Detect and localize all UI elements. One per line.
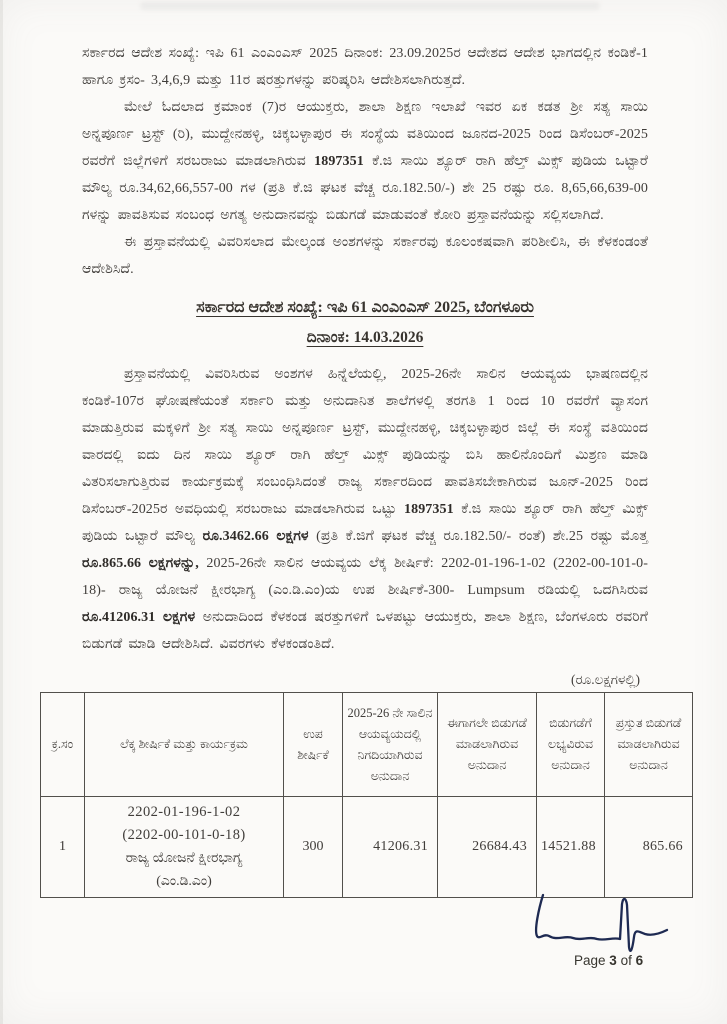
cell-currently-released: 865.66 [605, 797, 693, 898]
header-already-released: ಈಗಾಗಲೇ ಬಿಡುಗಡೆ ಮಾಡಲಾಗಿರುವ ಅನುದಾನ [438, 693, 537, 797]
account-head-code: 2202-01-196-1-02 [127, 804, 241, 820]
cell-sub-head: 300 [284, 797, 343, 898]
release-amount-lakhs: ರೂ.865.66 ಲಕ್ಷಗಳನ್ನು, [82, 556, 199, 571]
table-units-note: (ರೂ.ಲಕ್ಷಗಳಲ್ಲಿ) [570, 672, 640, 687]
header-budget-allocated: 2025-26 ನೇ ಸಾಲಿನ ಆಯವ್ಯಯದಲ್ಲಿ ನಿಗದಿಯಾಗಿರುವ ಅನುದಾನ [343, 693, 438, 797]
cell-account-head [85, 797, 284, 898]
cell-already-released: 26684.43 [438, 797, 537, 898]
total-kg-value: 1897351 [404, 502, 454, 517]
header-serial-number: ಕ್ರ.ಸಂ [41, 693, 85, 797]
program-name: ರಾಜ್ಯ ಯೋಜನೆ ಕ್ಷೀರಭಾಗ್ಯ [125, 851, 243, 866]
page-number [574, 953, 643, 968]
order-heading [82, 293, 648, 353]
order-text-3: (ಪ್ರತಿ ಕೆ.ಜಿಗೆ ಘಟಕ ವೆಚ್ಚ ರೂ.182.50/- ರಂತೆ) ಶೇ.25 ರಷ್ಟು ಮೊತ್ತ [308, 529, 648, 544]
header-account-head-and-program: ಲೆಕ್ಕ ಶೀರ್ಷಿಕೆ ಮತ್ತು ಕಾರ್ಯಕ್ರಮ [85, 693, 284, 797]
signature-scribble [527, 892, 669, 958]
paragraph-amendment-reference [82, 40, 648, 94]
order-text-2: ಕೆ.ಜಿ ಸಾಯಿ ಶ್ಯೂರ್ ರಾಗಿ ಹೆಲ್ತ್ ಮಿಕ್ಸ್ ಪುಡಿಯ ಒಟ್ಟಾರೆ ಮೌಲ್ಯ [82, 502, 648, 544]
cell-serial-number: 1 [41, 797, 85, 898]
order-text-4: 2025-26ನೇ ಸಾಲಿನ ಆಯವ್ಯಯ ಲೆಕ್ಕ ಶೀರ್ಷಿಕೆ: 2202-01-196-1-02 (2202-00-101-0-18)- ರಾಜ್ಯ ಯೋಜನೆ ಕ್ಷೀರಭಾಗ್ಯ (ಎಂ.ಡಿ.ಎಂ)ಯ ಉಪ ಶೀರ್ಷಿಕೆ-300- Lumpsum ರಡಿಯಲ್ಲಿ ಒದಗಿಸಿರುವ [82, 556, 648, 598]
proposal-text-start: ಮೇಲೆ ಓದಲಾದ ಕ್ರಮಾಂಕ (7)ರ ಆಯುಕ್ತರು, ಶಾಲಾ ಶಿಕ್ಷಣ ಇಲಾಖೆ ಇವರ ಏಕ ಕಡತ ಶ್ರೀ ಸತ್ಯ ಸಾಯಿ ಅನ್ನಪೂರ್ಣ ಟ್ರಸ್ಟ್ (ರಿ), ಮುದ್ದೇನಹಳ್ಳಿ, ಚಿಕ್ಕಬಳ್ಳಾಪುರ ಈ ಸಂಸ್ಥೆಯ ವತಿಯಿಂದ ಜೂನದ-2025 ರಿಂದ ಡಿಸೆಂಬರ್-2025 ರವರೆಗೆ ಜಿಲ್ಲೆಗಳಿಗೆ ಸರಬರಾಜು ಮಾಡಲಾಗಿರುವ [82, 100, 648, 169]
grant-release-table [40, 692, 693, 898]
scan-edge-artifact [0, 0, 3, 1024]
paragraph-proposal-details [82, 94, 648, 229]
of-word: of [620, 953, 632, 968]
header-available-grant: ಬಿಡುಗಡೆಗೆ ಲಭ್ಯವಿರುವ ಅನುದಾನ [537, 693, 605, 797]
scan-bleedthrough-artifact [140, 2, 600, 10]
budget-provision-lakhs: ರೂ.41206.31 ಲಕ್ಷಗಳ [82, 610, 196, 625]
grant-table-header [41, 693, 693, 797]
page-number-value: 3 [609, 953, 617, 968]
order-date-line: ದಿನಾಂಕ: 14.03.2026 [306, 329, 424, 346]
table-row [41, 797, 693, 898]
proposal-text-end: ಕೆ.ಜಿ ಸಾಯಿ ಶ್ಯೂರ್ ರಾಗಿ ಹೆಲ್ತ್ ಮಿಕ್ಸ್ ಪುಡಿಯ ಒಟ್ಟಾರೆ ಮೌಲ್ಯ ರೂ.34,62,66,557-00 ಗಳ (ಪ್ರತಿ ಕೆ.ಜಿ ಘಟಕ ವೆಚ್ಚ ರೂ.182.50/-) ಶೇ 25 ರಷ್ಟು ರೂ. 8,65,66,639-00 ಗಳನ್ನು ಪಾವತಿಸುವ ಸಂಬಂಧ ಅಗತ್ಯ ಅನುದಾನವನ್ನು ಬಿಡುಗಡೆ ಮಾಡುವಂತೆ ಕೋರಿ ಪ್ರಸ್ತಾವನೆಯನ್ನು ಸಲ್ಲಿಸಲಾಗಿದೆ. [82, 154, 648, 223]
cell-budget-allocated: 41206.31 [343, 797, 438, 898]
header-currently-released: ಪ್ರಸ್ತುತ ಬಿಡುಗಡೆ ಮಾಡಲಾಗಿರುವ ಅನುದಾನ [605, 693, 693, 797]
paragraph-order-body [82, 361, 648, 658]
order-text-5: ಅನುದಾದಿಂದ ಕೆಳಕಂಡ ಷರತ್ತುಗಳಿಗೆ ಒಳಪಟ್ಟು ಆಯುಕ್ತರು, ಶಾಲಾ ಶಿಕ್ಷಣ, ಬೆಂಗಳೂರು ರವರಿಗೆ ಬಿಡುಗಡೆ ಮಾಡಿ ಆದೇಶಿಸಿದೆ. ವಿವರಗಳು ಕೆಳಕಂಡಂತಿದೆ. [82, 610, 648, 652]
total-value-lakhs: ರೂ.3462.66 ಲಕ್ಷಗಳ [202, 529, 309, 544]
amendment-text: ಸರ್ಕಾರದ ಆದೇಶ ಸಂಖ್ಯೆ: ಇಪಿ 61 ಎಂಎಂಎಸ್ 2025 ದಿನಾಂಕ: 23.09.2025ರ ಆದೇಶದ ಆದೇಶ ಭಾಗದಲ್ಲಿನ ಕಂಡಿಕೆ-1 ಹಾಗೂ ಕ್ರಸಂ- 3,4,6,9 ಮತ್ತು 11ರ ಷರತ್ತುಗಳನ್ನು ಪರಿಷ್ಕರಿಸಿ ಆದೇಶಿಸಲಾಗಿರುತ್ತದೆ. [82, 46, 648, 88]
program-abbreviation: (ಎಂ.ಡಿ.ಎಂ) [156, 874, 212, 889]
total-pages-value: 6 [635, 953, 644, 968]
paragraph-government-review: ಈ ಪ್ರಸ್ತಾವನೆಯಲ್ಲಿ ವಿವರಿಸಲಾದ ಮೇಲ್ಕಂಡ ಅಂಶಗಳನ್ನು ಸರ್ಕಾರವು ಕೂಲಂಕಷವಾಗಿ ಪರಿಶೀಲಿಸಿ, ಈ ಕೆಳಕಂಡಂತೆ ಆದೇಶಿಸಿದೆ. [82, 235, 648, 277]
account-head-code-alt: (2202-00-101-0-18) [122, 827, 246, 843]
cell-available-grant: 14521.88 [537, 797, 605, 898]
order-number-line: ಸರ್ಕಾರದ ಆದೇಶ ಸಂಖ್ಯೆ: ಇಪಿ 61 ಎಂಎಂಎಸ್ 2025, ಬೆಂಗಳೂರು [196, 299, 534, 316]
header-sub-head: ಉಪ ಶೀರ್ಷಿಕೆ [284, 693, 343, 797]
order-text-1: ಪ್ರಸ್ತಾವನೆಯಲ್ಲಿ ವಿವರಿಸಿರುವ ಅಂಶಗಳ ಹಿನ್ನೆಲೆಯಲ್ಲಿ, 2025-26ನೇ ಸಾಲಿನ ಆಯವ್ಯಯ ಭಾಷಣದಲ್ಲಿನ ಕಂಡಿಕೆ-107ರ ಘೋಷಣೆಯಂತೆ ಸರ್ಕಾರಿ ಮತ್ತು ಅನುದಾನಿತ ಶಾಲೆಗಳಲ್ಲಿ ತರಗತಿ 1 ರಿಂದ 10 ರವರೆಗೆ ವ್ಯಾಸಂಗ ಮಾಡುತ್ತಿರುವ ಮಕ್ಕಳಿಗೆ ಶ್ರೀ ಸತ್ಯ ಸಾಯಿ ಅನ್ನಪೂರ್ಣ ಟ್ರಸ್ಟ್, ಮುದ್ದೇನಹಳ್ಳಿ, ಚಿಕ್ಕಬಳ್ಳಾಪುರ ಜಿಲ್ಲೆ ಈ ಸಂಸ್ಥೆ ವತಿಯಿಂದ ವಾರದಲ್ಲಿ ಐದು ದಿನ ಸಾಯಿ ಶ್ಯೂರ್ ರಾಗಿ ಹೆಲ್ತ್ ಮಿಕ್ಸ್ ಪುಡಿಯನ್ನು ಬಿಸಿ ಹಾಲಿನೊಂದಿಗೆ ಮಿಶ್ರಣ ಮಾಡಿ ವಿತರಿಸಲಾಗುತ್ತಿರುವ ಕಾರ್ಯಕ್ರಮಕ್ಕೆ ಸಂಬಂಧಿಸಿದಂತೆ ರಾಜ್ಯ ಸರ್ಕಾರದಿಂದ ಪಾವತಿಸಬೇಕಾಗಿರುವ ಜೂನ್-2025 ರಿಂದ ಡಿಸೆಂಬರ್-2025ರ ಅವಧಿಯಲ್ಲಿ ಸರಬರಾಜು ಮಾಡಲಾಗಿರುವ ಒಟ್ಟು [82, 367, 648, 517]
document-content [51, 40, 683, 898]
quantity-kg-value: 1897351 [314, 154, 364, 169]
page-word: Page [574, 953, 606, 968]
